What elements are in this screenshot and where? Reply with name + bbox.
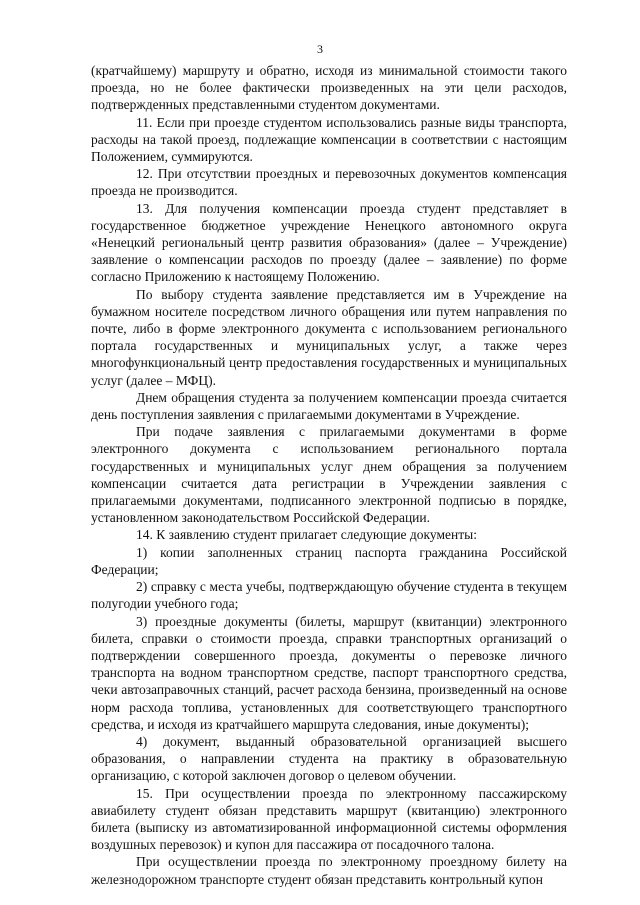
paragraph-clause-11: 11. Если при проезде студентом использовались разные виды транспорта, расходы на такой проезд, подлежащие компенсации в соответствии с настоящим Положением, суммируются. xyxy=(91,114,567,165)
paragraph-clause-13: 13. Для получения компенсации проезда студент представляет в государственное бюджетное учреждение Ненецкого автономного округа «Ненецкий региональный центр развития образования» (далее – Учреждение) заявление о компенсации расходов по проезду (далее – заявление) по форме согласно Приложению к настоящему Положению. xyxy=(91,200,567,285)
list-item-practice-referral: 4) документ, выданный образовательной организацией высшего образования, о направлении студента на практику в образовательную организацию, с которой заключен договор о целевом обучении. xyxy=(91,733,567,784)
paragraph-railway-ticket: При осуществлении проезда по электронному проездному билету на железнодорожном транспорте студент обязан представить контрольный купон xyxy=(91,854,567,887)
paragraph-continuation: (кратчайшему) маршруту и обратно, исходя из минимальной стоимости такого проезда, но не более фактически произведенных на эти цели расходов, подтвержденных представленными студентом документами. xyxy=(91,63,567,113)
paragraph-clause-15: 15. При осуществлении проезда по электронному пассажирскому авиабилету студент обязан представить маршрут (квитанцию) электронного билета (выписку из автоматизированной информационной системы оформления воздушных перевозок) и купон для пассажира от посадочного талона. xyxy=(91,785,567,853)
paragraph-electronic-submission: При подаче заявления с прилагаемыми документами в форме электронного документа с использованием регионального портала государственных и муниципальных услуг днем обращения за получением компенсации считается дата регистрации в Учреждении заявления с прилагаемыми документами, подписанного электронной подписью в порядке, установленном законодательством Российской Федерации. xyxy=(91,424,567,526)
paragraph-clause-12: 12. При отсутствии проездных и перевозочных документов компенсация проезда не производится. xyxy=(91,166,567,199)
list-item-passport-copy: 1) копии заполненных страниц паспорта гражданина Российской Федерации; xyxy=(91,544,567,577)
paragraph-application-date: Днем обращения студента за получением компенсации проезда считается день поступления заявления с прилагаемыми документами в Учреждение. xyxy=(91,389,567,423)
paragraph-submission-methods: По выбору студента заявление представляется им в Учреждение на бумажном носителе посредством личного обращения или путем направления по почте, либо в форме электронного документа с использованием регионального портала государственных и муниципальных услуг, а также через многофункциональный центр предоставления государственных и муниципальных услуг (далее – МФЦ). xyxy=(91,286,567,388)
list-item-travel-documents: 3) проездные документы (билеты, маршрут (квитанции) электронного билета, справки о стоимости проезда, справки транспортных организаций о подтверждении совершенного проезда, документы о перевозке личного транспорта на водном транспортном средстве, паспорт транспортного средства, чеки автозаправочных станций, расчет расхода бензина, произведенный на основе норм расхода топлива, установленных для соответствующего транспортного средства, и исходя из кратчайшего маршрута следования, иные документы); xyxy=(91,613,567,732)
document-body xyxy=(91,62,567,888)
page-number: 3 xyxy=(317,42,323,56)
list-item-study-certificate: 2) справку с места учебы, подтверждающую обучение студента в текущем полугодии учебного года; xyxy=(91,579,567,612)
paragraph-clause-14: 14. К заявлению студент прилагает следующие документы: xyxy=(136,527,477,543)
